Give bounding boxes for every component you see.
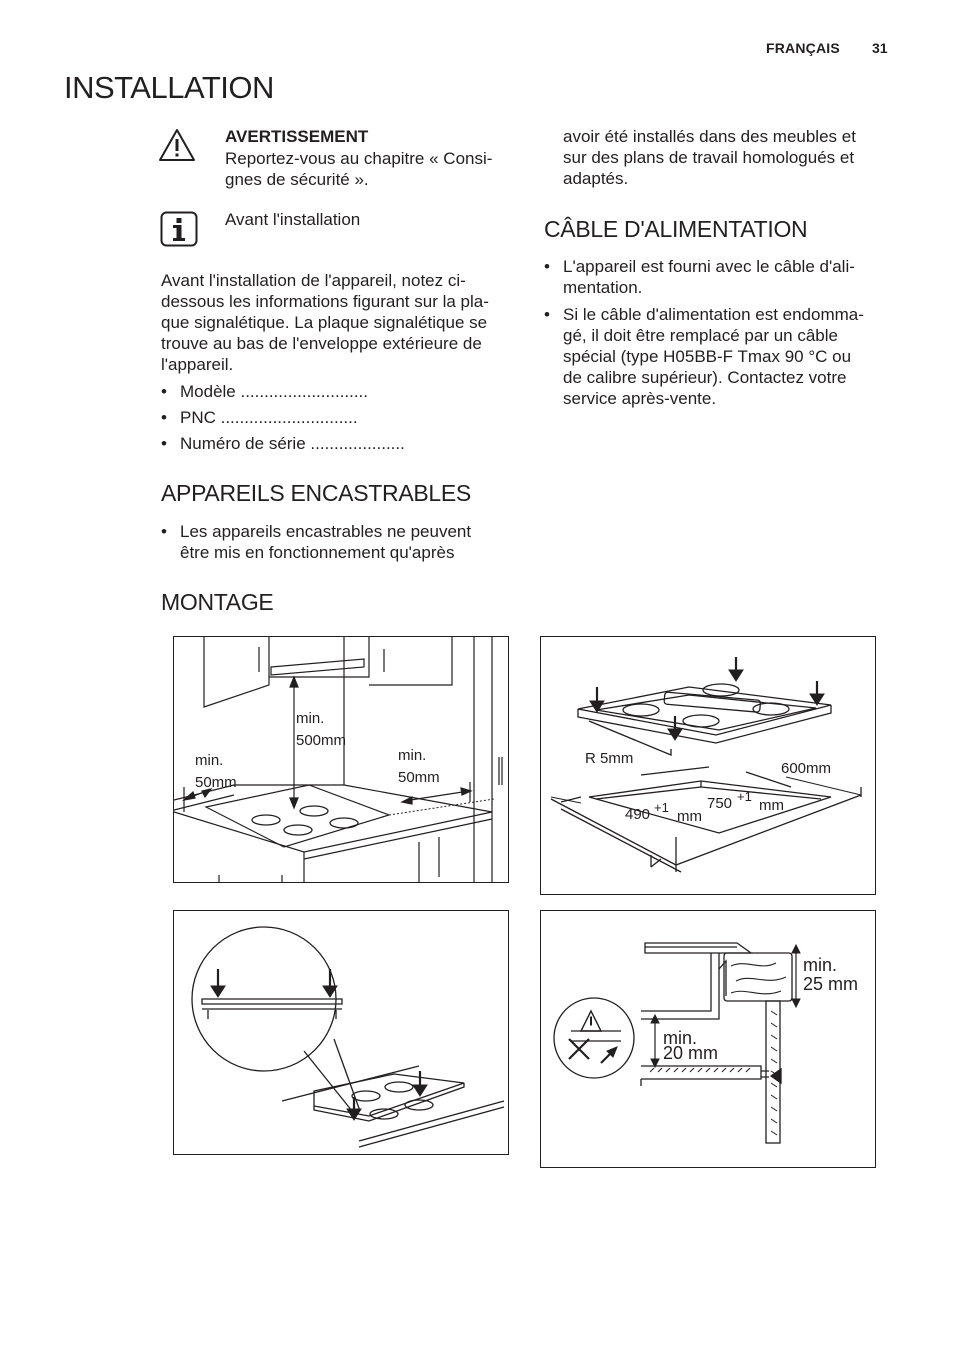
built-in-line: être mis en fonctionnement qu'après (180, 543, 455, 562)
info-text: Avant l'installation (225, 210, 361, 229)
fig4-top-distance: 25 mm (803, 974, 859, 994)
built-in-line: • Les appareils encastrables ne peuvent (180, 522, 472, 541)
fig1-right-distance: 50mm (398, 769, 440, 786)
intro-line: que signalétique. La plaque signalétique se (161, 313, 488, 332)
warning-heading: AVERTISSEMENT (225, 127, 369, 146)
rating-plate-fields (161, 381, 521, 454)
field-pnc: • PNC ............................. (161, 407, 521, 428)
built-in-list (161, 521, 521, 563)
page-title: INSTALLATION (64, 70, 274, 105)
fig1-top-distance: 500mm (296, 732, 347, 749)
fig1-left-distance: 50mm (195, 774, 237, 791)
fig2-length-unit: mm (759, 797, 784, 814)
cable-list (544, 256, 894, 409)
continuation-line: adaptés. (563, 169, 629, 188)
cable-line: service après-vente. (563, 389, 717, 408)
mounting-heading: MONTAGE (161, 589, 274, 615)
figure-installation-detail (173, 910, 509, 1155)
fig1-min-right: min. (398, 747, 427, 764)
continuation-line: sur des plans de travail homologués et (563, 148, 855, 167)
fig2-length: 750 (707, 795, 733, 812)
cable-line: • Si le câble d'alimentation est endomma- (563, 305, 864, 324)
intro-line: Avant l'installation de l'appareil, notez ci- (161, 271, 466, 290)
continuation-line: avoir été installés dans des meubles et (563, 127, 856, 146)
fig2-width: 600mm (781, 760, 832, 777)
built-in-heading: APPAREILS ENCASTRABLES (161, 480, 471, 506)
built-in-continuation (563, 126, 893, 189)
cable-line: spécial (type H05BB-F Tmax 90 °C ou (563, 347, 852, 366)
fig1-min-left: min. (195, 752, 224, 769)
warning-triangle-icon (158, 128, 196, 167)
fig2-depth-tolerance: +1 (654, 800, 669, 815)
fig2-radius: R 5mm (585, 750, 634, 767)
fig4-min-top: min. (803, 955, 838, 975)
intro-line: trouve au bas de l'enveloppe extérieure de (161, 334, 482, 353)
cable-item-2 (544, 304, 894, 409)
intro-line: l'appareil. (161, 355, 234, 374)
cable-line: mentation. (563, 278, 643, 297)
fig2-depth-unit: mm (677, 808, 702, 825)
figure-worktop-clearance (540, 910, 876, 1168)
figure-clearances (173, 636, 509, 883)
cable-heading: CÂBLE D'ALIMENTATION (544, 216, 808, 242)
cable-line: de calibre supérieur). Contactez votre (563, 368, 847, 387)
info-icon (160, 211, 198, 252)
field-model: • Modèle ........................... (161, 381, 521, 402)
fig4-bottom-distance: 20 mm (663, 1043, 719, 1063)
cable-line: • L'appareil est fourni avec le câble d'ali- (563, 257, 855, 276)
header-language: FRANÇAIS (766, 40, 840, 56)
fig1-min-top: min. (296, 710, 325, 727)
cable-item-1 (544, 256, 894, 298)
figure-cutout (540, 636, 876, 895)
cable-line: gé, il doit être remplacé par un câble (563, 326, 838, 345)
warning-text-1: Reportez-vous au chapitre « Consi- (225, 149, 493, 168)
fig2-depth: 490 (625, 806, 651, 823)
built-in-item (161, 521, 521, 563)
fig4-min-bottom: min. (663, 1028, 698, 1048)
page-number: 31 (872, 40, 888, 56)
fig2-length-tolerance: +1 (737, 789, 752, 804)
intro-line: dessous les informations figurant sur la pla- (161, 292, 489, 311)
intro-paragraph (161, 270, 521, 375)
field-serial: • Numéro de série .................... (161, 433, 521, 454)
warning-text-2: gnes de sécurité ». (225, 170, 369, 189)
